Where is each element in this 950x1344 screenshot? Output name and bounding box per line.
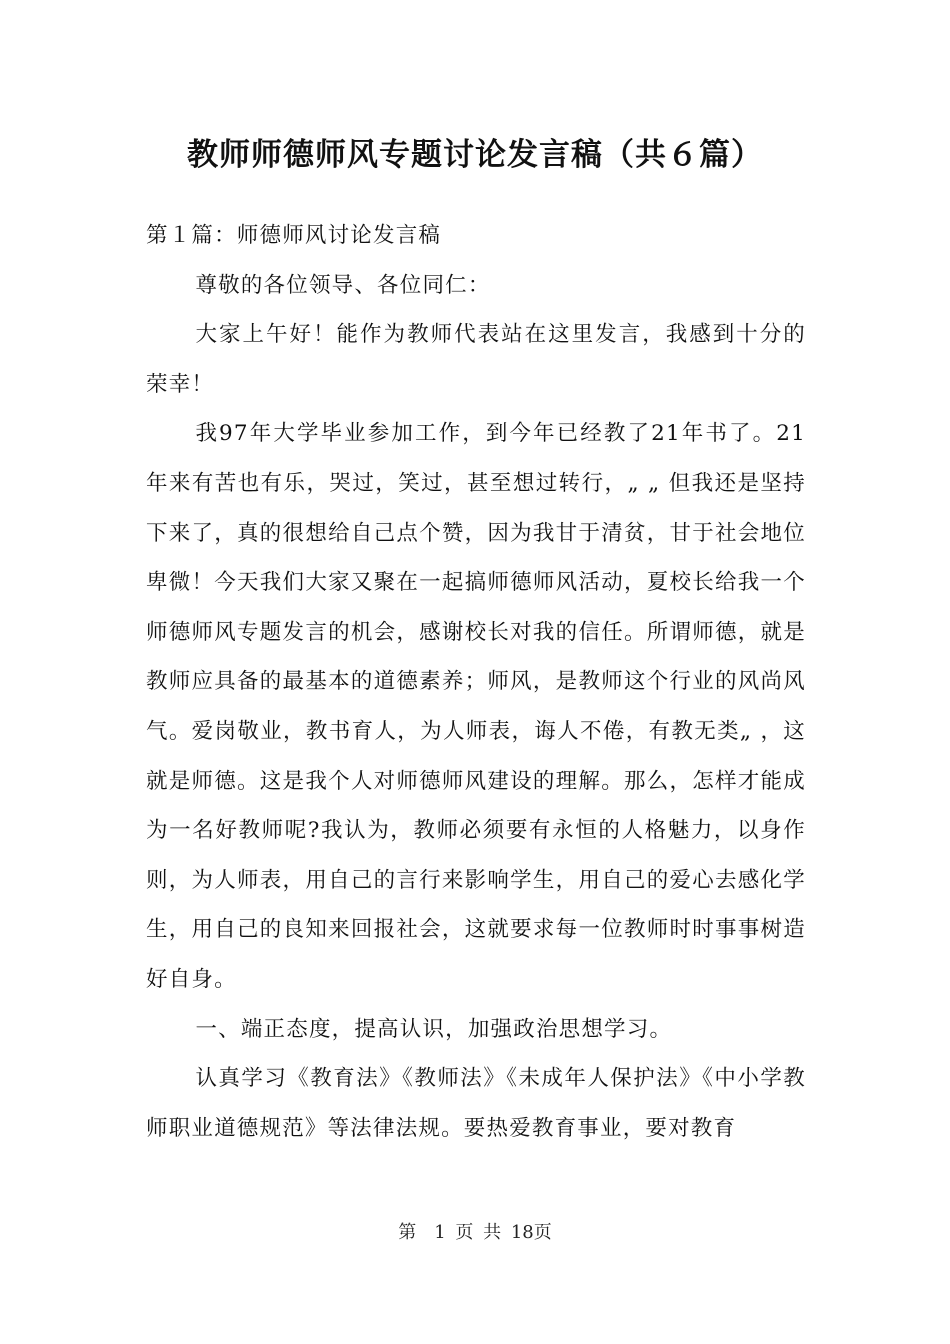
- paragraph-salutation: 尊敬的各位领导、各位同仁：: [195, 272, 491, 298]
- section-heading: 第１篇：师德师风讨论发言稿: [146, 223, 442, 248]
- document-title: 教师师德师风专题讨论发言稿（共６篇）: [187, 137, 763, 173]
- document-body: [146, 211, 806, 1153]
- page-number-footer: 第 1 页 共 18页: [398, 1222, 552, 1243]
- paragraph-study: 认真学习《教育法》《教师法》《未成年人保护法》《中小学教师职业道德规范》等法律法规。要热爱教育事业，要对教育: [146, 1066, 806, 1141]
- paragraph-greeting: 大家上午好！能作为教师代表站在这里发言，我感到十分的荣幸！: [146, 322, 806, 397]
- paragraph-main: 我97年大学毕业参加工作，到今年已经教了21年书了。21年来有苦也有乐，哭过，笑过，甚至想过转行，„ „ 但我还是坚持下来了，真的很想给自己点个赞，因为我甘于清贫，甘于社会地位卑微！今天我们大家又聚在一起搞师德师风活动，夏校长给我一个师德师风专题发言的机会，感谢校长对我的信任。所谓师德，就是教师应具备的最基本的道德素养；师风，是教师这个行业的风尚风气。爱岗敬业，教书育人，为人师表，诲人不倦，有教无类„ ，这就是师德。这是我个人对师德师风建设的理解。那么，怎样才能成为一名好教师呢?我认为，教师必须要有永恒的人格魅力，以身作则，为人师表，用自己的言行来影响学生，用自己的爱心去感化学生，用自己的良知来回报社会，这就要求每一位教师时时事事树造好自身。: [146, 421, 806, 992]
- paragraph-point-one: 一、端正态度，提高认识，加强政治思想学习。: [195, 1016, 673, 1042]
